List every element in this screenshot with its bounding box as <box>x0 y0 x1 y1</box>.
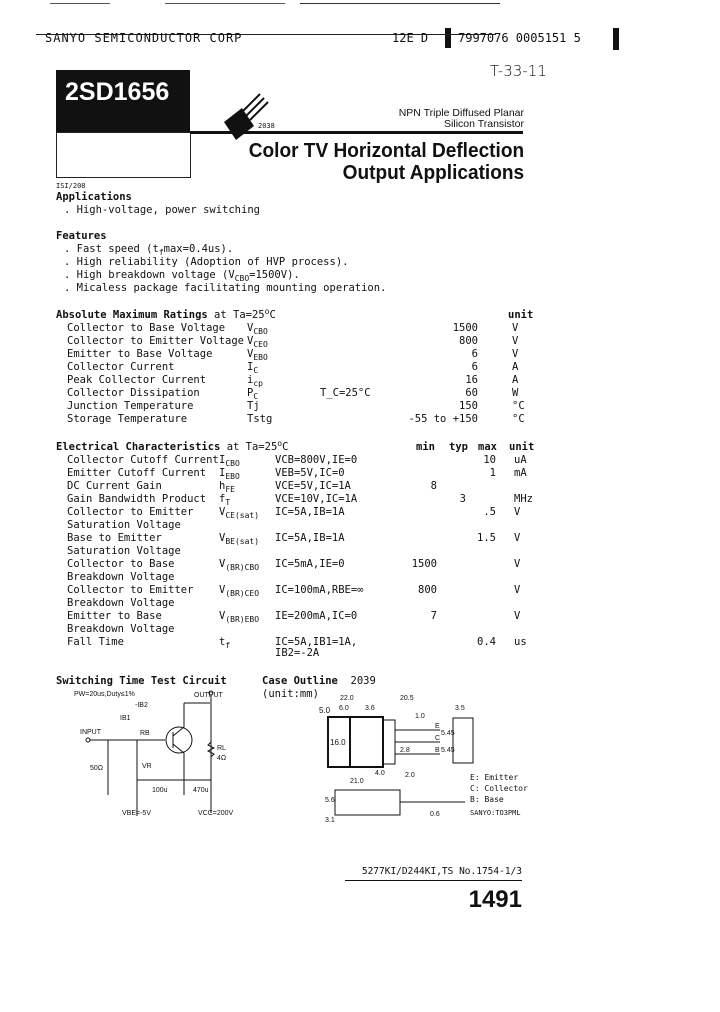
c2-label: 470u <box>193 787 209 794</box>
rating-unit: A <box>512 361 519 373</box>
vbe-label: VBE=-5V <box>122 810 151 817</box>
unit-value: V <box>514 584 521 596</box>
ratings-heading <box>56 309 276 321</box>
symbol-subscript: (BR)CBO <box>225 563 260 572</box>
rating-unit: A <box>512 374 519 386</box>
parameter-label: DC Current Gain <box>67 480 162 492</box>
applications-heading: Applications <box>56 191 132 203</box>
pin-legend <box>470 772 528 819</box>
feature-item <box>64 282 386 295</box>
parameter-symbol <box>219 506 259 518</box>
symbol-base: h <box>219 480 226 492</box>
parameter-label: Collector Cutoff Current <box>67 454 219 466</box>
unit-value: MHz <box>514 493 533 505</box>
rating-unit: V <box>512 335 519 347</box>
dim: 6.0 <box>339 705 349 712</box>
max-value: 10 <box>483 454 496 466</box>
feature-subscript: f <box>158 248 164 257</box>
table-row <box>0 493 720 506</box>
parameter-symbol <box>219 610 259 622</box>
typ-value: 3 <box>459 493 466 505</box>
rb-label: RB <box>140 730 150 737</box>
features-list <box>64 243 386 295</box>
unit-value: uA <box>514 454 527 466</box>
header-code: 7997076 0005151 5 <box>458 31 581 45</box>
parameter-symbol <box>219 558 259 570</box>
symbol-subscript: EBO <box>225 472 240 481</box>
dim: 0.6 <box>430 811 440 818</box>
feature-subscript: CBO <box>234 274 250 283</box>
c1-label: 100u <box>152 787 168 794</box>
dim: 21.0 <box>350 778 364 785</box>
case-heading <box>262 675 376 687</box>
table-row <box>0 610 720 635</box>
min-value: 8 <box>430 480 437 492</box>
case-title: Case Outline <box>262 675 338 687</box>
rl-label: RL <box>217 745 226 752</box>
table-row <box>0 400 720 413</box>
transistor-package-image <box>222 92 282 142</box>
feature-text: . High breakdown voltage (V <box>64 269 235 281</box>
application-item: . High-voltage, power switching <box>64 204 260 216</box>
celsius: C <box>269 309 276 321</box>
col-unit: unit <box>509 441 535 453</box>
pin-e: E <box>435 723 440 730</box>
parameter-label: Fall Time <box>67 636 124 648</box>
rating-value: -55 to +150 <box>408 413 478 425</box>
parameter-label-line2: Saturation Voltage <box>67 519 181 531</box>
test-condition: IC=5A,IB1=1A, <box>275 636 358 648</box>
dim: 1.0 <box>415 713 425 720</box>
dim: 5.45 <box>441 730 455 737</box>
dim: 3.6 <box>365 705 375 712</box>
rating-value: 60 <box>465 387 478 399</box>
unit-value: V <box>514 506 521 518</box>
table-row <box>0 348 720 361</box>
symbol-subscript: f <box>225 641 231 650</box>
max-value: 1.5 <box>477 532 496 544</box>
test-condition-line2: IB2=-2A <box>275 647 320 659</box>
test-condition: IC=5mA,IE=0 <box>275 558 345 570</box>
symbol-subscript: CBO <box>225 459 240 468</box>
rating-value: 6 <box>471 361 478 373</box>
rating-unit: V <box>512 348 519 360</box>
min-value: 7 <box>430 610 437 622</box>
parameter-symbol <box>247 335 268 347</box>
celsius: C <box>282 441 289 453</box>
ib1-label: IB1 <box>120 715 131 722</box>
circuit-heading: Switching Time Test Circuit <box>56 675 227 687</box>
parameter-symbol <box>219 636 230 648</box>
barcode-mark <box>445 28 451 48</box>
header-prefix: 12E D <box>392 31 429 45</box>
parameter-symbol <box>247 400 260 412</box>
rl-value: 4Ω <box>217 755 227 762</box>
col-typ: typ <box>449 441 468 453</box>
package-code: 2038 <box>258 122 275 130</box>
package-name: SANYO:TO3PML <box>470 809 521 817</box>
device-type-line2: Silicon Transistor <box>444 118 524 130</box>
rating-value: 150 <box>459 400 478 412</box>
legend-emitter: E: Emitter <box>470 773 519 782</box>
table-row <box>0 636 720 659</box>
table-row <box>0 374 720 387</box>
scan-noise <box>0 0 720 30</box>
pin-b: B <box>435 747 440 754</box>
parameter-symbol <box>219 493 230 505</box>
input-label: INPUT <box>80 729 101 736</box>
symbol-subscript: cp <box>253 379 263 388</box>
symbol-base: V <box>219 532 226 544</box>
features-heading: Features <box>56 230 107 242</box>
parameter-label: Junction Temperature <box>67 400 194 412</box>
page-number: 1491 <box>468 886 522 913</box>
symbol-base: f <box>219 493 226 505</box>
parameter-label: Peak Collector Current <box>67 374 207 386</box>
dim: 4.0 <box>375 770 385 777</box>
table-row <box>0 532 720 557</box>
dim-5-0: 5.0 <box>319 706 331 715</box>
symbol-base: I <box>219 454 226 466</box>
dim: 5.6 <box>325 797 335 804</box>
parameter-symbol <box>219 532 259 544</box>
electrical-title: Electrical Characteristics <box>56 441 221 453</box>
feature-text: . High reliability (Adoption of HVP process). <box>64 256 349 268</box>
parameter-label: Collector to Emitter <box>67 506 194 518</box>
col-max: max <box>478 441 497 453</box>
symbol-subscript: CBO <box>253 327 268 336</box>
dim: 20.5 <box>400 695 414 702</box>
col-min: min <box>416 441 435 453</box>
unit-value: us <box>514 636 527 648</box>
parameter-symbol <box>247 348 268 360</box>
symbol-base: V <box>219 506 226 518</box>
feature-item <box>64 256 386 269</box>
test-condition: VCE=10V,IC=1A <box>275 493 358 505</box>
test-condition: IC=5A,IB=1A <box>275 506 345 518</box>
parameter-label: Emitter to Base <box>67 610 162 622</box>
document-number: 5277KI/D244KI,TS No.1754-1/3 <box>361 866 522 877</box>
rating-value: 800 <box>459 335 478 347</box>
parameter-label: Collector to Emitter Voltage <box>67 335 245 347</box>
ratings-condition: at Ta=25 <box>214 309 265 321</box>
parameter-label: Collector Current <box>67 361 175 373</box>
symbol-subscript: C <box>253 366 259 375</box>
dim: 5.45 <box>441 747 455 754</box>
symbol-base: V <box>219 558 226 570</box>
unit-value: V <box>514 558 521 570</box>
company-name: SANYO SEMICONDUCTOR CORP <box>45 31 243 45</box>
rating-unit: °C <box>512 413 525 425</box>
electrical-condition: at Ta=25 <box>226 441 278 453</box>
symbol-subscript: FE <box>225 485 235 494</box>
table-row <box>0 413 720 426</box>
symbol-base: V <box>219 610 226 622</box>
table-row <box>0 584 720 609</box>
device-type <box>399 108 524 130</box>
parameter-label: Collector Dissipation <box>67 387 200 399</box>
parameter-label-line2: Breakdown Voltage <box>67 571 175 583</box>
unit-value: V <box>514 532 521 544</box>
parameter-label: Collector to Base <box>67 558 175 570</box>
symbol-base: Tstg <box>247 413 273 425</box>
max-value: .5 <box>483 506 496 518</box>
rating-unit: °C <box>512 400 525 412</box>
parameter-label: Collector to Emitter <box>67 584 194 596</box>
test-condition: T_C=25°C <box>320 387 371 399</box>
feature-text: . Micaless package facilitating mounting operation. <box>64 282 387 294</box>
min-value: 800 <box>418 584 437 596</box>
ratings-unit-header: unit <box>508 309 534 321</box>
legend-base: B: Base <box>470 795 504 804</box>
max-value: 1 <box>489 467 496 479</box>
min-value: 1500 <box>411 558 437 570</box>
symbol-base: V <box>247 335 254 347</box>
barcode-mark <box>613 28 619 50</box>
test-condition: IE=200mA,IC=0 <box>275 610 358 622</box>
feature-item <box>64 269 386 282</box>
title-line1: Color TV Horizontal Deflection <box>248 139 524 162</box>
parameter-symbol <box>219 467 240 479</box>
symbol-subscript: (BR)CEO <box>225 589 260 598</box>
test-condition: VCB=800V,IE=0 <box>275 454 358 466</box>
test-condition: IC=5A,IB=1A <box>275 532 345 544</box>
symbol-subscript: C <box>253 392 259 401</box>
symbol-base: V <box>219 584 226 596</box>
dim: 2.8 <box>400 747 410 754</box>
pulse-spec: PW=20us,Duty≤1% <box>74 691 135 698</box>
parameter-symbol <box>247 374 263 386</box>
vcc-label: VCC=200V <box>198 810 234 817</box>
parameter-symbol <box>247 322 268 334</box>
legend-collector: C: Collector <box>470 784 528 793</box>
symbol-base: V <box>247 348 254 360</box>
switching-test-circuit-diagram <box>60 690 280 820</box>
symbol-subscript: (BR)EBO <box>225 615 260 624</box>
r50-label: 50Ω <box>90 765 104 772</box>
rating-value: 6 <box>471 348 478 360</box>
parameter-symbol <box>247 413 272 425</box>
date-code: ISI/208 <box>56 182 86 190</box>
rating-value: 16 <box>465 374 478 386</box>
feature-text: =1500V). <box>249 269 300 281</box>
symbol-base: P <box>247 387 254 399</box>
footer-rule <box>345 880 522 881</box>
vr-label: VR <box>142 763 152 770</box>
blank-box <box>56 132 191 178</box>
parameter-label-line2: Saturation Voltage <box>67 545 181 557</box>
symbol-subscript: T <box>225 498 231 507</box>
symbol-base: V <box>247 322 254 334</box>
feature-text: . Fast speed (t <box>64 243 159 255</box>
symbol-base: t <box>219 636 226 648</box>
part-number-box <box>56 70 190 132</box>
rating-unit: V <box>512 322 519 334</box>
table-row <box>0 480 720 493</box>
case-unit: (unit:mm) <box>262 688 319 700</box>
parameter-label-line2: Breakdown Voltage <box>67 623 175 635</box>
parameter-symbol <box>219 584 259 596</box>
parameter-symbol <box>247 361 258 373</box>
handwritten-note: T-33-11 <box>490 62 547 80</box>
table-row <box>0 322 720 335</box>
electrical-heading <box>56 441 288 453</box>
table-row <box>0 387 720 400</box>
rating-unit: W <box>512 387 519 399</box>
dim: 3.1 <box>325 817 335 824</box>
degree-sign: o <box>277 439 283 448</box>
symbol-subscript: CEO <box>253 340 268 349</box>
feature-item <box>64 243 386 256</box>
symbol-subscript: EBO <box>253 353 268 362</box>
parameter-label: Storage Temperature <box>67 413 188 425</box>
test-condition: VCE=5V,IC=1A <box>275 480 351 492</box>
symbol-base: I <box>247 361 254 373</box>
page-title <box>249 140 524 184</box>
parameter-label: Emitter Cutoff Current <box>67 467 207 479</box>
part-number: 2SD1656 <box>65 78 170 106</box>
symbol-subscript: BE(sat) <box>225 537 260 546</box>
table-row <box>0 467 720 480</box>
pin-c: C <box>435 735 441 742</box>
test-condition: VEB=5V,IC=0 <box>275 467 345 479</box>
title-line2: Output Applications <box>342 161 524 184</box>
degree-sign: o <box>264 307 270 316</box>
symbol-base: I <box>219 467 226 479</box>
dim: 22.0 <box>340 695 354 702</box>
parameter-symbol <box>247 387 258 399</box>
parameter-symbol <box>219 480 235 492</box>
symbol-base: i <box>247 374 254 386</box>
parameter-label: Gain Bandwidth Product <box>67 493 207 505</box>
feature-text: max=0.4us). <box>163 243 234 255</box>
case-code: 2039 <box>350 675 376 687</box>
parameter-label: Emitter to Base Voltage <box>67 348 213 360</box>
table-row <box>0 558 720 583</box>
test-condition: IC=100mA,RBE=∞ <box>275 584 364 596</box>
ib2-label: -IB2 <box>135 702 148 709</box>
unit-value: V <box>514 610 521 622</box>
table-row <box>0 506 720 531</box>
dim: 3.5 <box>455 705 465 712</box>
ratings-title: Absolute Maximum Ratings <box>56 309 208 321</box>
title-rule <box>190 131 523 134</box>
rating-value: 1500 <box>452 322 478 334</box>
max-value: 0.4 <box>477 636 496 648</box>
table-row <box>0 361 720 374</box>
table-row <box>0 335 720 348</box>
dim: 2.0 <box>405 772 415 779</box>
symbol-base: Tj <box>247 400 260 412</box>
device-type-line1: NPN Triple Diffused Planar <box>398 107 524 119</box>
output-label: OUTPUT <box>194 692 223 699</box>
symbol-subscript: CE(sat) <box>225 511 260 520</box>
table-row <box>0 454 720 467</box>
parameter-label: Base to Emitter <box>67 532 162 544</box>
parameter-label-line2: Breakdown Voltage <box>67 597 175 609</box>
dim-16-0: 16.0 <box>330 738 346 747</box>
unit-value: mA <box>514 467 527 479</box>
parameter-symbol <box>219 454 240 466</box>
parameter-label: Collector to Base Voltage <box>67 322 226 334</box>
